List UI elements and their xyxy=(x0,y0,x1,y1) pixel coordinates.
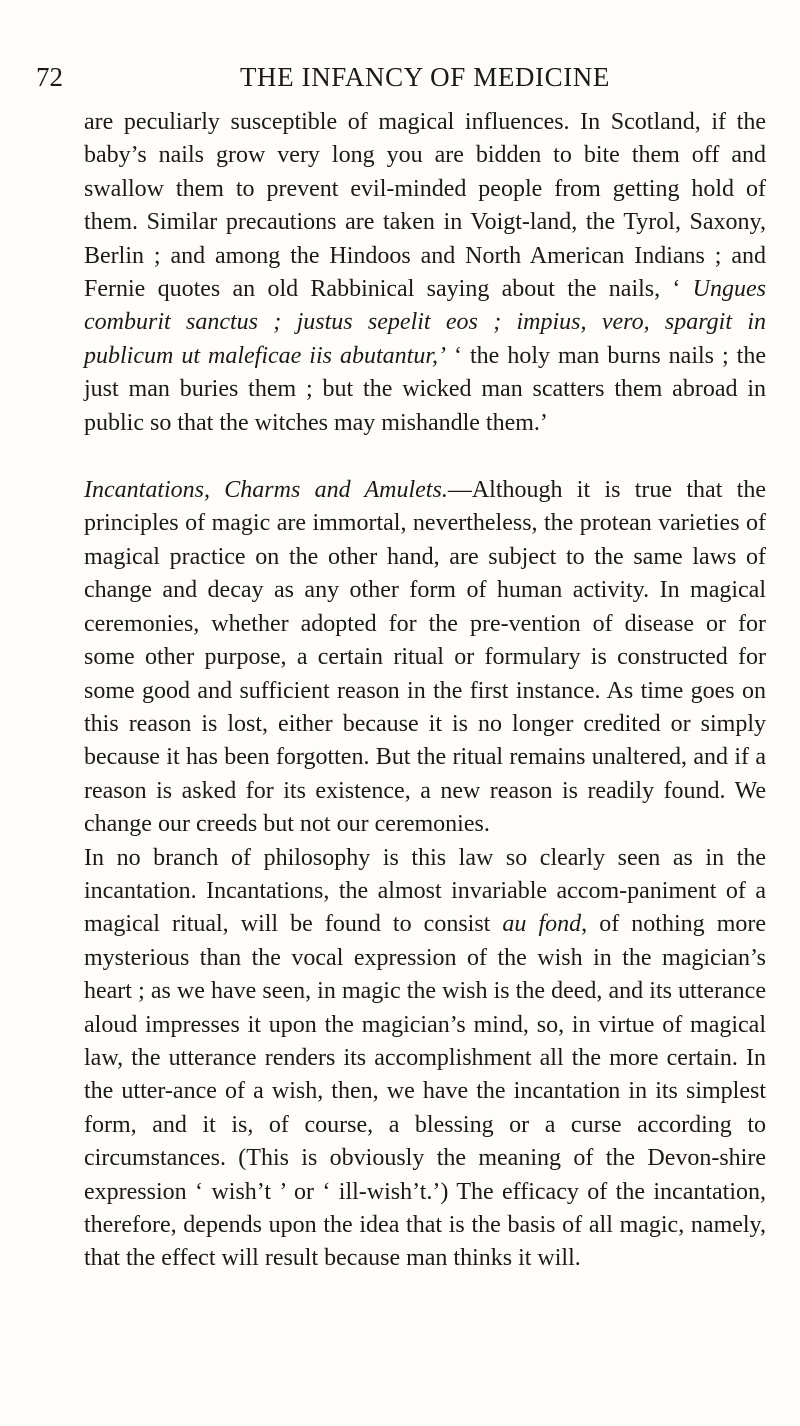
paragraph-nails-text: are peculiarly susceptible of magical influences. In Scotland, if the baby’s nails grow very long you are bidden to bite them off and swallow them to prevent evil-minded people from getting hold of them. Similar precautions are taken in Voigt-land, the Tyrol, Saxony, Berlin ; and among the Hindoos and North American Indians ; and Fernie quotes an old Rabbinical saying about the nails, ‘ xyxy=(84,109,766,303)
section-title: Incantations, Charms and Amulets. xyxy=(84,477,448,504)
running-head: THE INFANCY OF MEDICINE xyxy=(239,62,611,92)
book-page xyxy=(36,60,767,1276)
section-gap xyxy=(84,440,766,474)
section-text: —Although it is true that the principles of magic are immortal, nevertheless, the protean varieties of magical practice on the other hand, are subject to the same laws of change and decay as any other form of human activity. In magical ceremonies, whether adopted for the pre-vention of disease or for some other purpose, a certain ritual or formulary is constructed for some good and sufficient reason in the first instance. As time goes on this reason is lost, either because it is no longer credited or simply because it has been forgotten. But the ritual remains unaltered, and if a reason is asked for its existence, a new reason is readily found. We change our creeds but not our ceremonies. xyxy=(84,477,766,838)
paragraph-law-text-continued: , of nothing more mysterious than the vocal expression of the wish in the magician’s heart ; as we have seen, in magic the wish is the deed, and its utterance aloud impresses it upon the magician’s mind, so, in virtue of magical law, the utterance renders its accomplishment all the more certain. In the utter-ance of a wish, then, we have the incantation in its simplest form, and it is, of course, a blessing or a curse according to circumstances. (This is obviously the meaning of the Devon-shire expression ‘ wish’t ’ or ‘ ill-wish’t.’) The efficacy of the incantation, therefore, depends upon the idea that is the basis of all magic, namely, that the effect will result because man thinks it will. xyxy=(84,911,767,1272)
body-text xyxy=(84,106,766,1276)
paragraph-incantations xyxy=(84,474,766,841)
page-number: 72 xyxy=(36,62,63,92)
latin-quote: Ungues comburit sanctus ; justus sepelit eos ; impius, vero, spargit in publicum ut maleficae iis abutantur,’ xyxy=(84,276,766,369)
paragraph-incantation-law xyxy=(84,842,766,1276)
french-phrase: au fond xyxy=(502,911,582,938)
paragraph-nails-translation: ‘ the holy man burns nails ; the just man buries them ; but the wicked man scatters them abroad in public so that the witches may mishandle them.’ xyxy=(84,342,767,436)
paragraph-law-text: In no branch of philosophy is this law so clearly seen as in the incantation. Incantations, the almost invariable accom-paniment of a magical ritual, will be found to consist xyxy=(84,844,766,938)
page-header xyxy=(36,60,766,106)
paragraph-nails xyxy=(84,106,766,440)
